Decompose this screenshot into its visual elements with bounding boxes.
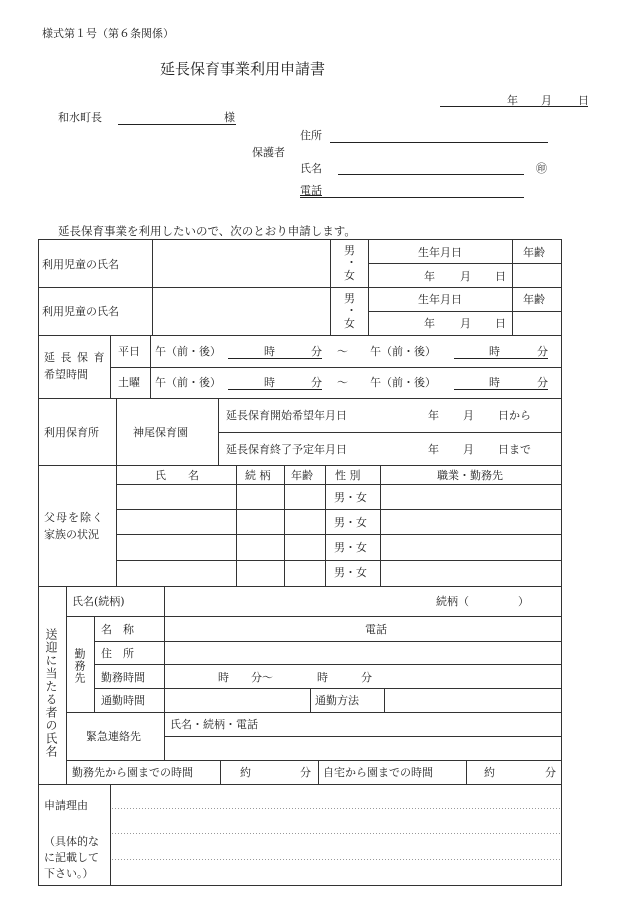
family-row1-gender[interactable]: 男・女 [334,491,367,504]
saturday-start-time-field[interactable] [228,389,322,390]
end-until: 日まで [498,443,531,456]
saturday-label: 土曜 [118,376,140,389]
weekday-start-time-field[interactable] [228,358,322,359]
facility-name: 神尾保育園 [133,426,188,439]
saturday-tilde: ～ [337,376,348,389]
child2-birth-day: 日 [495,317,506,330]
child2-birth-month: 月 [460,317,471,330]
start-month: 月 [463,409,474,422]
child2-gender-male[interactable]: 男 [344,292,355,305]
guardian-label: 保護者 [252,146,285,159]
child1-birth-label: 生年月日 [418,246,462,259]
reason-note-2: に記載して [44,851,99,864]
address-label: 住所 [300,129,322,142]
weekday-end-hour: 時 [489,345,500,358]
workplace-address-label: 住 所 [101,647,134,660]
commute-time-label: 通勤時間 [101,694,145,707]
work-to-school-min: 分 [300,766,311,779]
reason-note-3: 下さい。） [44,867,94,880]
child2-birth-label: 生年月日 [418,293,462,306]
child2-name-field[interactable] [153,289,329,334]
work-hours-value: 時 分～ 時 分 [218,671,372,684]
family-row4-gender[interactable]: 男・女 [334,566,367,579]
home-to-school-approx: 約 [484,766,495,779]
emergency-label: 緊急連絡先 [86,730,141,743]
end-month: 月 [463,443,474,456]
weekday-end-ampm[interactable]: 午（前・後） [370,345,436,358]
work-hours-label: 勤務時間 [101,671,145,684]
child1-gender-female[interactable]: 女 [344,269,355,282]
workplace-label: 勤務先 [73,648,86,684]
family-header-gender: 性 別 [335,469,361,482]
seal-mark: ㊞ [536,162,547,175]
date-month: 月 [541,94,552,107]
facility-label: 利用保育所 [44,426,99,439]
family-row3-gender[interactable]: 男・女 [334,541,367,554]
start-year: 年 [428,409,439,422]
family-header-occupation: 職業・勤務先 [437,469,503,482]
family-label-2: 家族の状況 [44,528,99,541]
reason-textarea[interactable] [112,786,560,884]
family-header-age: 年齢 [291,469,313,482]
end-year: 年 [428,443,439,456]
pickup-relation-open: 続柄（ [436,595,469,608]
pickup-name-relation: 氏名(続柄) [72,595,125,608]
form-title: 延長保育事業利用申請書 [160,60,326,78]
saturday-end-time-field[interactable] [454,389,548,390]
weekday-label: 平日 [118,345,140,358]
date-year: 年 [507,94,518,107]
reason-note-1: （具体的な [44,835,99,848]
start-date-label: 延長保育開始希望年月日 [226,409,347,422]
saturday-end-minute: 分 [537,376,548,389]
child2-gender-female[interactable]: 女 [344,317,355,330]
weekday-end-time-field[interactable] [454,358,548,359]
emergency-fields: 氏名・続柄・電話 [170,718,258,731]
child2-gender-dot: ・ [346,304,357,317]
work-to-school-approx: 約 [240,766,251,779]
home-to-school-label: 自宅から園までの時間 [323,766,433,779]
work-to-school-label: 勤務先から園までの時間 [72,766,193,779]
child1-name-field[interactable] [153,241,329,286]
family-header-name: 氏 名 [155,469,199,482]
end-date-label: 延長保育終了予定年月日 [226,443,347,456]
child1-age-label: 年齢 [523,246,545,259]
weekday-end-minute: 分 [537,345,548,358]
form-number: 様式第１号（第６条関係） [42,27,174,40]
child1-name-label: 利用児童の氏名 [42,258,119,271]
workplace-phone-label: 電話 [365,623,387,636]
phone-label: 電話 [300,184,322,197]
child1-birth-month: 月 [460,270,471,283]
hours-label-1: 延 長 保 育 [44,351,106,364]
child2-birth-year: 年 [424,317,435,330]
child1-birth-day: 日 [495,270,506,283]
weekday-start-hour: 時 [264,345,275,358]
pickup-relation-close: ） [518,595,529,608]
name-label: 氏名 [300,162,322,175]
hours-label-2: 希望時間 [44,368,88,381]
intro-text: 延長保育事業を利用したいので、次のとおり申請します。 [58,224,356,238]
pickup-section-label: 送迎に当たる者の氏名 [44,628,58,758]
weekday-start-ampm[interactable]: 午（前・後） [155,345,221,358]
reason-label: 申請理由 [44,799,88,812]
date-day: 日 [578,94,589,107]
saturday-end-hour: 時 [489,376,500,389]
child1-birth-year: 年 [424,270,435,283]
start-from: 日から [498,409,531,422]
weekday-start-minute: 分 [311,345,322,358]
child1-gender-dot: ・ [346,256,357,269]
weekday-tilde: ～ [337,345,348,358]
family-header-relation: 続 柄 [245,469,271,482]
family-label-1: 父母を除く [44,511,104,524]
saturday-start-minute: 分 [311,376,322,389]
child1-gender-male[interactable]: 男 [344,244,355,257]
commute-method-label: 通勤方法 [315,694,359,707]
saturday-start-hour: 時 [264,376,275,389]
workplace-name-label: 名 称 [101,623,134,636]
family-row2-gender[interactable]: 男・女 [334,516,367,529]
honorific: 様 [224,111,235,124]
child2-name-label: 利用児童の氏名 [42,305,119,318]
child2-age-label: 年齢 [523,293,545,306]
saturday-end-ampm[interactable]: 午（前・後） [370,376,436,389]
home-to-school-min: 分 [545,766,556,779]
addressee: 和水町長 [58,111,102,124]
saturday-start-ampm[interactable]: 午（前・後） [155,376,221,389]
